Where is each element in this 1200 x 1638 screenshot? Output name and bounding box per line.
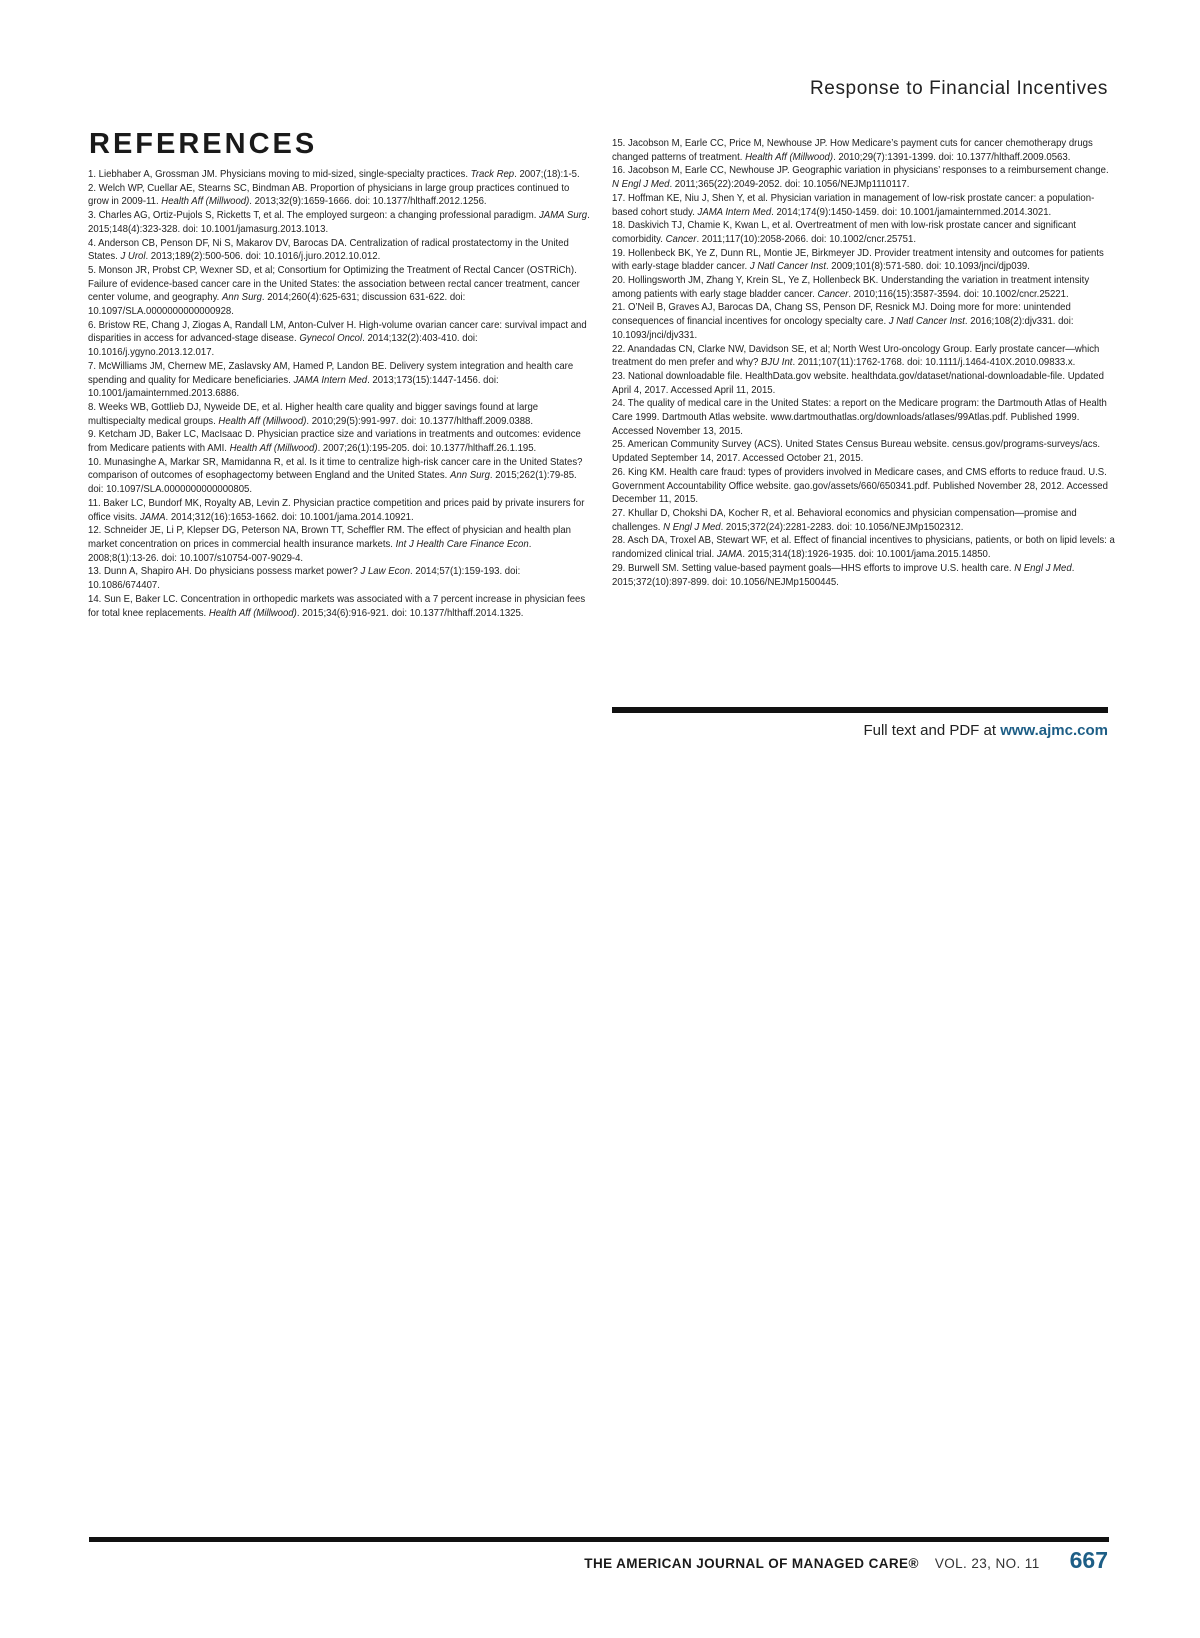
journal-name: THE AMERICAN JOURNAL OF MANAGED CARE®: [584, 1556, 919, 1571]
reference-item: [88, 565, 590, 592]
reference-journal: Cancer: [665, 233, 697, 245]
reference-item: [612, 397, 1116, 438]
reference-text: 25. American Community Survey (ACS). United States Census Bureau website. census.gov/programs-surveys/acs. Updated September 14, 2017. Accessed October 21, 2015.: [612, 439, 1101, 465]
reference-text: 4. Anderson CB, Penson DF, Ni S, Makarov DV, Barocas DA. Centralization of radical prostatectomy in the United States.: [88, 237, 569, 263]
reference-text: 21. O’Neil B, Graves AJ, Barocas DA, Chang SS, Penson DF, Resnick MJ. Doing more for more: unintended consequences of financial incentives for oncology specialty care.: [612, 302, 1071, 328]
reference-text: . 2010;29(7):1391-1399. doi: 10.1377/hlthaff.2009.0563.: [833, 151, 1071, 163]
reference-item: [612, 466, 1116, 507]
reference-item: [612, 164, 1116, 191]
reference-journal: Ann Surg: [450, 470, 490, 482]
reference-text: 9. Ketcham JD, Baker LC, MacIsaac D. Physician practice size and variations in treatments and outcomes: evidence from Medicare patients with AMI.: [88, 429, 581, 455]
reference-item: [88, 524, 590, 565]
reference-text: 24. The quality of medical care in the United States: a report on the Medicare program: the Dartmouth Atlas of Health Care 1999. Dartmouth Atlas website. www.dartmouthatlas.org/downloads/atlases/99Atlas.pdf. Published 1999. Accessed November 13, 2015.: [612, 398, 1107, 437]
reference-item: [612, 370, 1116, 397]
reference-text: 7. McWilliams JM, Chernew ME, Zaslavsky AM, Hamed P, Landon BE. Delivery system integration and health care spending and quality for Medicare beneficiaries.: [88, 360, 574, 386]
reference-text: . 2014;174(9):1450-1459. doi: 10.1001/jamainternmed.2014.3021.: [771, 206, 1052, 218]
reference-journal: Health Aff (Millwood): [161, 196, 250, 208]
reference-journal: JAMA Intern Med: [697, 206, 772, 218]
reference-item: [88, 593, 590, 620]
reference-item: [612, 534, 1116, 561]
reference-item: [88, 182, 590, 209]
reference-item: [612, 247, 1116, 274]
running-head: Response to Financial Incentives: [809, 78, 1108, 99]
reference-text: 17. Hoffman KE, Niu J, Shen Y, et al. Physician variation in management of low-risk prostate cancer: a population-based cohort study.: [612, 192, 1095, 218]
reference-item: [88, 264, 590, 319]
reference-item: [88, 456, 590, 497]
reference-text: 8. Weeks WB, Gottlieb DJ, Nyweide DE, et al. Higher health care quality and bigger savings found at large multispecialty medical groups.: [88, 401, 539, 427]
reference-text: 10. Munasinghe A, Markar SR, Mamidanna R, et al. Is it time to centralize high-risk cancer care in the United States? comparison of outcomes of esophagectomy between England and the United States.: [88, 456, 583, 482]
reference-text: . 2008;8(1):13-26. doi: 10.1007/s10754-007-9029-4.: [88, 538, 532, 564]
reference-item: [88, 497, 590, 524]
reference-item: [612, 507, 1116, 534]
reference-item: [88, 401, 590, 428]
reference-item: [612, 438, 1116, 465]
reference-text: 6. Bristow RE, Chang J, Ziogas A, Randall LM, Anton-Culver H. High-volume ovarian cancer care: survival impact and disparities in access for advanced-stage disease.: [88, 319, 587, 345]
reference-text: . 2015;262(1):79-85. doi: 10.1097/SLA.0000000000000805.: [88, 470, 577, 496]
reference-text: 16. Jacobson M, Earle CC, Newhouse JP. Geographic variation in physicians’ responses to a reimbursement change.: [612, 165, 1109, 177]
reference-text: . 2015;314(18):1926-1935. doi: 10.1001/jama.2015.14850.: [742, 549, 991, 561]
reference-text: 20. Hollingsworth JM, Zhang Y, Krein SL, Ye Z, Hollenbeck BK. Understanding the variation in treatment intensity among patients with early stage bladder cancer.: [612, 275, 1090, 300]
reference-text: 22. Anandadas CN, Clarke NW, Davidson SE, et al; North West Uro-oncology Group. Early prostate cancer—which treatment do men prefer and why?: [612, 343, 1100, 369]
reference-journal: N Engl J Med: [612, 179, 670, 191]
reference-text: 19. Hollenbeck BK, Ye Z, Dunn RL, Montie JE, Birkmeyer JD. Provider treatment intensity and outcomes for patients with early-stage bladder cancer.: [612, 247, 1104, 273]
reference-journal: Health Aff (Millwood): [218, 415, 307, 427]
reference-journal: JAMA Surg: [539, 210, 588, 222]
reference-item: [88, 237, 590, 264]
reference-journal: Health Aff (Millwood): [229, 443, 318, 455]
reference-text: . 2016;108(2):djv331. doi: 10.1093/jnci/djv331.: [612, 316, 1074, 341]
fulltext-prefix: Full text and PDF at: [863, 722, 1001, 739]
reference-text: 15. Jacobson M, Earle CC, Price M, Newhouse JP. How Medicare’s payment cuts for cancer chemotherapy drugs changed patterns of treatment.: [612, 138, 1093, 163]
reference-text: . 2007;(18):1-5.: [514, 169, 580, 180]
website-link[interactable]: www.ajmc.com: [1000, 722, 1108, 739]
reference-item: [612, 562, 1116, 589]
reference-text: 5. Monson JR, Probst CP, Wexner SD, et al; Consortium for Optimizing the Treatment of Rectal Cancer (OSTRiCh). Failure of evidence-based cancer care in the United States: the association between rectal cancer treatment, cancer center volume, and geography.: [88, 264, 580, 304]
reference-text: . 2007;26(1):195-205. doi: 10.1377/hlthaff.26.1.195.: [317, 443, 537, 455]
reference-item: [612, 274, 1116, 301]
reference-text: . 2015;372(24):2281-2283. doi: 10.1056/NEJMp1502312.: [720, 521, 964, 533]
reference-journal: J Urol: [120, 251, 146, 263]
reference-text: . 2014;57(1):159-193. doi: 10.1086/674407.: [88, 566, 521, 592]
reference-journal: Health Aff (Millwood): [745, 151, 834, 163]
reference-journal: J Natl Cancer Inst: [888, 316, 965, 328]
page-number: 667: [1069, 1547, 1108, 1573]
reference-journal: Health Aff (Millwood): [208, 607, 297, 619]
references-heading: REFERENCES: [89, 128, 318, 160]
reference-item: [612, 192, 1116, 219]
reference-text: 28. Asch DA, Troxel AB, Stewart WF, et al. Effect of financial incentives to physicians, patients, or both on lipid levels: a randomized clinical trial.: [612, 535, 1115, 561]
reference-item: [612, 343, 1116, 370]
reference-item: [88, 428, 590, 455]
reference-journal: JAMA: [716, 549, 743, 561]
reference-journal: N Engl J Med: [663, 521, 721, 533]
reference-journal: JAMA: [139, 511, 166, 523]
reference-text: . 2011;107(11):1762-1768. doi: 10.1111/j.1464-410X.2010.09833.x.: [792, 357, 1076, 369]
reference-item: [88, 209, 590, 236]
reference-text: . 2011;365(22):2049-2052. doi: 10.1056/NEJMp1110117.: [669, 179, 910, 191]
references-right-column: [612, 137, 1116, 589]
reference-text: 1. Liebhaber A, Grossman JM. Physicians moving to mid-sized, single-specialty practices.: [88, 169, 471, 180]
section-divider: [612, 707, 1108, 713]
references-left-column: [88, 168, 590, 620]
reference-text: . 2014;132(2):403-410. doi: 10.1016/j.ygyno.2013.12.017.: [88, 333, 478, 359]
reference-item: [88, 360, 590, 401]
page-footer: [584, 1547, 1108, 1574]
reference-text: . 2011;117(10):2058-2066. doi: 10.1002/cncr.25751.: [696, 233, 916, 245]
reference-journal: Ann Surg: [221, 292, 262, 304]
reference-journal: BJU Int: [761, 357, 793, 369]
reference-text: . 2015;372(10):897-899. doi: 10.1056/NEJMp1500445.: [612, 562, 1075, 588]
reference-item: [612, 219, 1116, 246]
reference-text: 27. Khullar D, Chokshi DA, Kocher R, et al. Behavioral economics and physician compensation—promise and challenges.: [612, 507, 1077, 533]
reference-text: 23. National downloadable file. HealthData.gov website. healthdata.gov/dataset/national-downloadable-file. Updated April 4, 2017. Accessed April 11, 2015.: [612, 370, 1104, 396]
footer-divider: [89, 1537, 1109, 1542]
reference-text: . 2015;148(4):323-328. doi: 10.1001/jamasurg.2013.1013.: [88, 210, 590, 235]
reference-text: 29. Burwell SM. Setting value-based payment goals—HHS efforts to improve U.S. health care.: [612, 562, 1015, 574]
reference-journal: J Natl Cancer Inst: [749, 261, 826, 273]
reference-text: . 2010;116(15):3587-3594. doi: 10.1002/cncr.25221.: [848, 288, 1069, 300]
reference-text: 12. Schneider JE, Li P, Klepser DG, Peterson NA, Brown TT, Scheffler RM. The effect of physician and health plan market concentration on prices in commercial health insurance markets.: [88, 525, 571, 550]
reference-text: 2. Welch WP, Cuellar AE, Stearns SC, Bindman AB. Proportion of physicians in large group practices continued to grow in 2009-11.: [88, 182, 570, 208]
volume-issue: VOL. 23, NO. 11: [934, 1556, 1040, 1571]
reference-text: . 2014;312(16):1653-1662. doi: 10.1001/jama.2014.10921.: [165, 511, 414, 523]
reference-text: . 2010;29(5):991-997. doi: 10.1377/hlthaff.2009.0388.: [306, 415, 534, 427]
reference-text: . 2014;260(4):625-631; discussion 631-622. doi: 10.1097/SLA.0000000000000928.: [88, 292, 466, 318]
reference-journal: Int J Health Care Finance Econ: [395, 538, 529, 550]
reference-journal: Cancer: [817, 288, 849, 300]
reference-item: [612, 301, 1116, 342]
reference-item: [88, 319, 590, 360]
reference-journal: J Law Econ: [360, 566, 411, 578]
fulltext-note: [863, 722, 1108, 739]
reference-item: [612, 137, 1116, 164]
reference-journal: JAMA Intern Med: [293, 374, 368, 386]
reference-text: 26. King KM. Health care fraud: types of providers involved in Medicare cases, and CMS efforts to reduce fraud. U.S. Government Accountability Office website. gao.gov/assets/660/650341.pdf. Published November 28, 2012. Accessed December 11, 2015.: [612, 466, 1108, 506]
reference-text: 3. Charles AG, Ortiz-Pujols S, Ricketts T, et al. The employed surgeon: a changing professional paradigm.: [88, 210, 540, 222]
reference-text: 13. Dunn A, Shapiro AH. Do physicians possess market power?: [88, 566, 361, 578]
reference-text: . 2013;189(2):500-506. doi: 10.1016/j.juro.2012.10.012.: [145, 251, 381, 263]
reference-text: . 2015;34(6):916-921. doi: 10.1377/hlthaff.2014.1325.: [296, 607, 524, 619]
reference-text: 11. Baker LC, Bundorf MK, Royalty AB, Levin Z. Physician practice competition and prices paid by private insurers for office visits.: [88, 497, 585, 523]
reference-text: . 2009;101(8):571-580. doi: 10.1093/jnci/djp039.: [825, 261, 1030, 273]
reference-journal: N Engl J Med: [1014, 562, 1072, 574]
reference-item: [88, 168, 590, 182]
reference-journal: Track Rep: [470, 169, 515, 180]
reference-text: . 2013;173(15):1447-1456. doi: 10.1001/jamainternmed.2013.6886.: [88, 374, 499, 400]
reference-text: 14. Sun E, Baker LC. Concentration in orthopedic markets was associated with a 7 percent increase in physician fees for total knee replacements.: [88, 593, 586, 619]
reference-journal: Gynecol Oncol: [299, 333, 363, 345]
reference-text: 18. Daskivich TJ, Chamie K, Kwan L, et al. Overtreatment of men with low-risk prostate cancer and significant comorbidity.: [612, 220, 1076, 245]
reference-text: . 2013;32(9):1659-1666. doi: 10.1377/hlthaff.2012.1256.: [249, 196, 487, 208]
